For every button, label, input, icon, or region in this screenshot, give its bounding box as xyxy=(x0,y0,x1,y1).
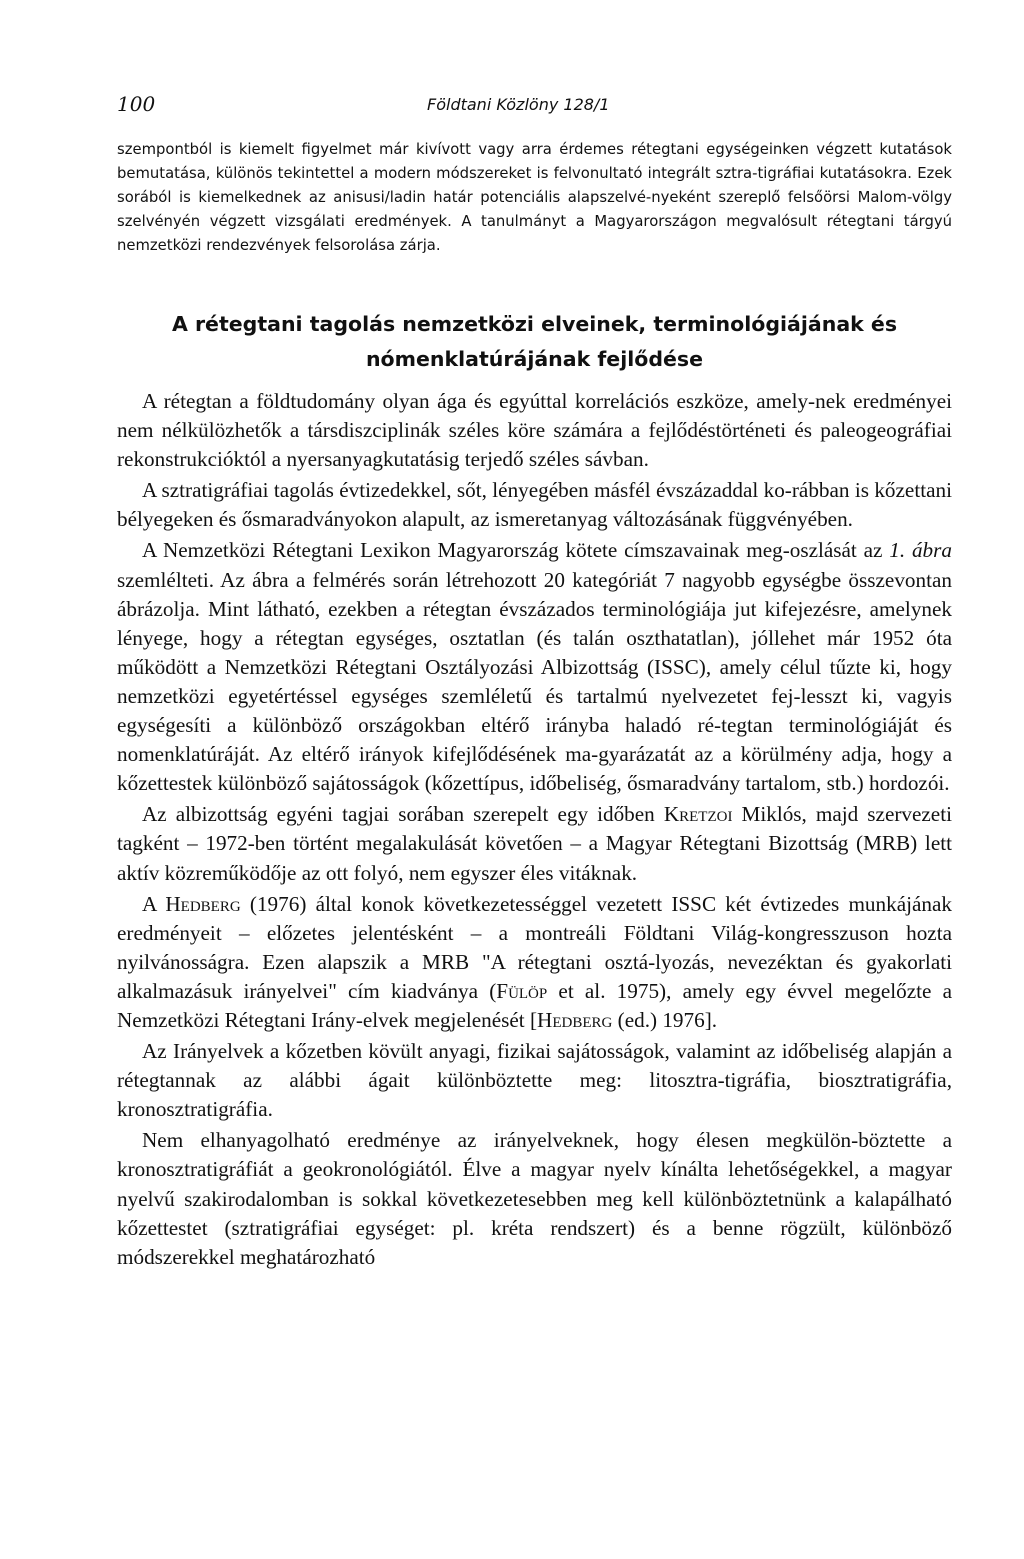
section-title-line-1: A rétegtani tagolás nemzetközi elveinek, terminológiájának és xyxy=(171,312,898,336)
author-name-fulop: Fülöp xyxy=(496,978,548,1003)
abstract-continuation: szempontból is kiemelt figyelmet már kivívott vagy arra érdemes rétegtani egységeinken végzett kutatások bemutatása, különös tekintettel a modern módszereket is felvonultató integrált sztra-tigráfiai kutatásokra. Ezek sorából is kiemelkednek az anisusi/ladin határ potenciális alapszelvé-nyeként szereplő felsőörsi Malom-völgy szelvényén végzett vizsgálati eredmények. A tanulmányt a Magyarországon megvalósult rétegtani tárgyú nemzetközi rendezvények felsorolása zárja. xyxy=(117,141,952,254)
paragraph-7: Nem elhanyagolható eredménye az irányelveknek, hogy élesen megkülön-böztette a kronosztratigráfiát a geokronológiától. Élve a magyar nyelv kínálta lehetőségekkel, a magyar nyelvű szakirodalomban is sokkal következetesebben meg kell különböztetnünk a kalapálható kőzettestet (sztratigráfiai egységet: pl. kréta rendszert) és a benne rögzült, különböző módszerekkel meghatározható xyxy=(117,1128,952,1269)
paragraph-6: Az Irányelvek a kőzetben kövült anyagi, fizikai sajátosságok, valamint az időbeliség alapján a rétegtannak az alábbi ágait különböztette meg: litosztra-tigráfia, biosztratigráfia, kronosztratigráfia. xyxy=(117,1039,952,1122)
author-name-kretzoi: Kretzoi xyxy=(663,802,733,827)
page-number: 100 xyxy=(117,92,156,116)
paragraph-5-text-middle-2: et al. 1975), amely egy évvel megelőzte a Nemzetközi Rétegtani Irány-elvek megjelenését [ xyxy=(117,978,952,1032)
paragraph-4-text-end: Miklós, majd szervezeti tagként – 1972-ben történt megalakulását követően – a Magyar Rétegtani Bizottság (MRB) lett aktív közreműködője az ott folyó, nem egyszer éles vitáknak. xyxy=(117,802,952,885)
paragraph-4-text-start: Az albizottság egyéni tagjai sorában szerepelt egy időben xyxy=(142,802,664,827)
section-title xyxy=(117,307,952,377)
journal-title: Földtani Közlöny 128/1 xyxy=(427,95,610,114)
paragraph-5 xyxy=(117,890,952,1035)
paragraph-5-text-middle-1: (1976) által konok következetességgel vezetett ISSC két évtizedes munkájának eredményeit – előzetes jelentésként – a montreáli Földtani Világ-kongresszuson hozta nyilvánosságra. Ezen alapszik a MRB "A rétegtani osztá-lyozás, nevezéktan és gyakorlati alkalmazásuk irányelvei" cím kiadványa ( xyxy=(117,891,952,1003)
paragraph-3-text-start: A Nemzetközi Rétegtani Lexikon Magyarország kötete címszavainak meg-oszlását az xyxy=(142,538,890,563)
section-title-line-2: nómenklatúrájának fejlődése xyxy=(365,347,704,371)
paragraph-3 xyxy=(117,536,952,798)
paragraph-5-text-start: A xyxy=(142,891,166,916)
paragraph-4 xyxy=(117,800,952,887)
author-name-hedberg-ed: Hedberg xyxy=(537,1007,613,1032)
paragraph-3-text-end: szemlélteti. Az ábra a felmérés során létrehozott 20 kategóriát 7 nagyobb egységbe összevontan ábrázolja. Mint látható, ezekben a rétegtan évszázados terminológiája jut kifejezésre, amelynek lényege, hogy a rétegtan egységes, osztatlan (és talán oszthatatlan), jóllehet már 1952 óta működött a Nemzetközi Rétegtani Osztályozási Albizottság (ISSC), amely célul tűzte ki, hogy nemzetközi egyetértéssel egységes szemléletű és tartalmú nyelvezetet fej-lesszt ki, vagyis egységesíti a különböző országokban eltérő irányba haladó ré-tegtan terminológiáját és nomenklatúráját. Az eltérő irányok kifejlődésének ma-gyarázatát az a körülmény adja, hogy a kőzettestek különböző sajátosságok (kőzettípus, időbeliség, ősmaradvány tartalom, stb.) hordozói. xyxy=(117,567,952,796)
body-text xyxy=(117,387,952,1274)
author-name-hedberg: Hedberg xyxy=(165,891,241,916)
paragraph-2: A sztratigráfiai tagolás évtizedekkel, sőt, lényegében másfél évszázaddal ko-rábban is kőzettani bélyegeken és ősmaradványokon alapult, az ismeretanyag változásának függvényében. xyxy=(117,478,952,532)
paragraph-1: A rétegtan a földtudomány olyan ága és egyúttal korrelációs eszköze, amely-nek eredményei nem nélkülözhetők a társdiszciplinák széles köre számára a fejlődéstörténeti és paleogeográfiai rekonstrukcióktól a nyersanyagkutatásig terjedő széles sávban. xyxy=(117,389,952,472)
figure-reference: 1. ábra xyxy=(889,538,952,563)
paragraph-5-text-end: (ed.) 1976]. xyxy=(612,1007,718,1032)
page-header xyxy=(117,92,952,122)
